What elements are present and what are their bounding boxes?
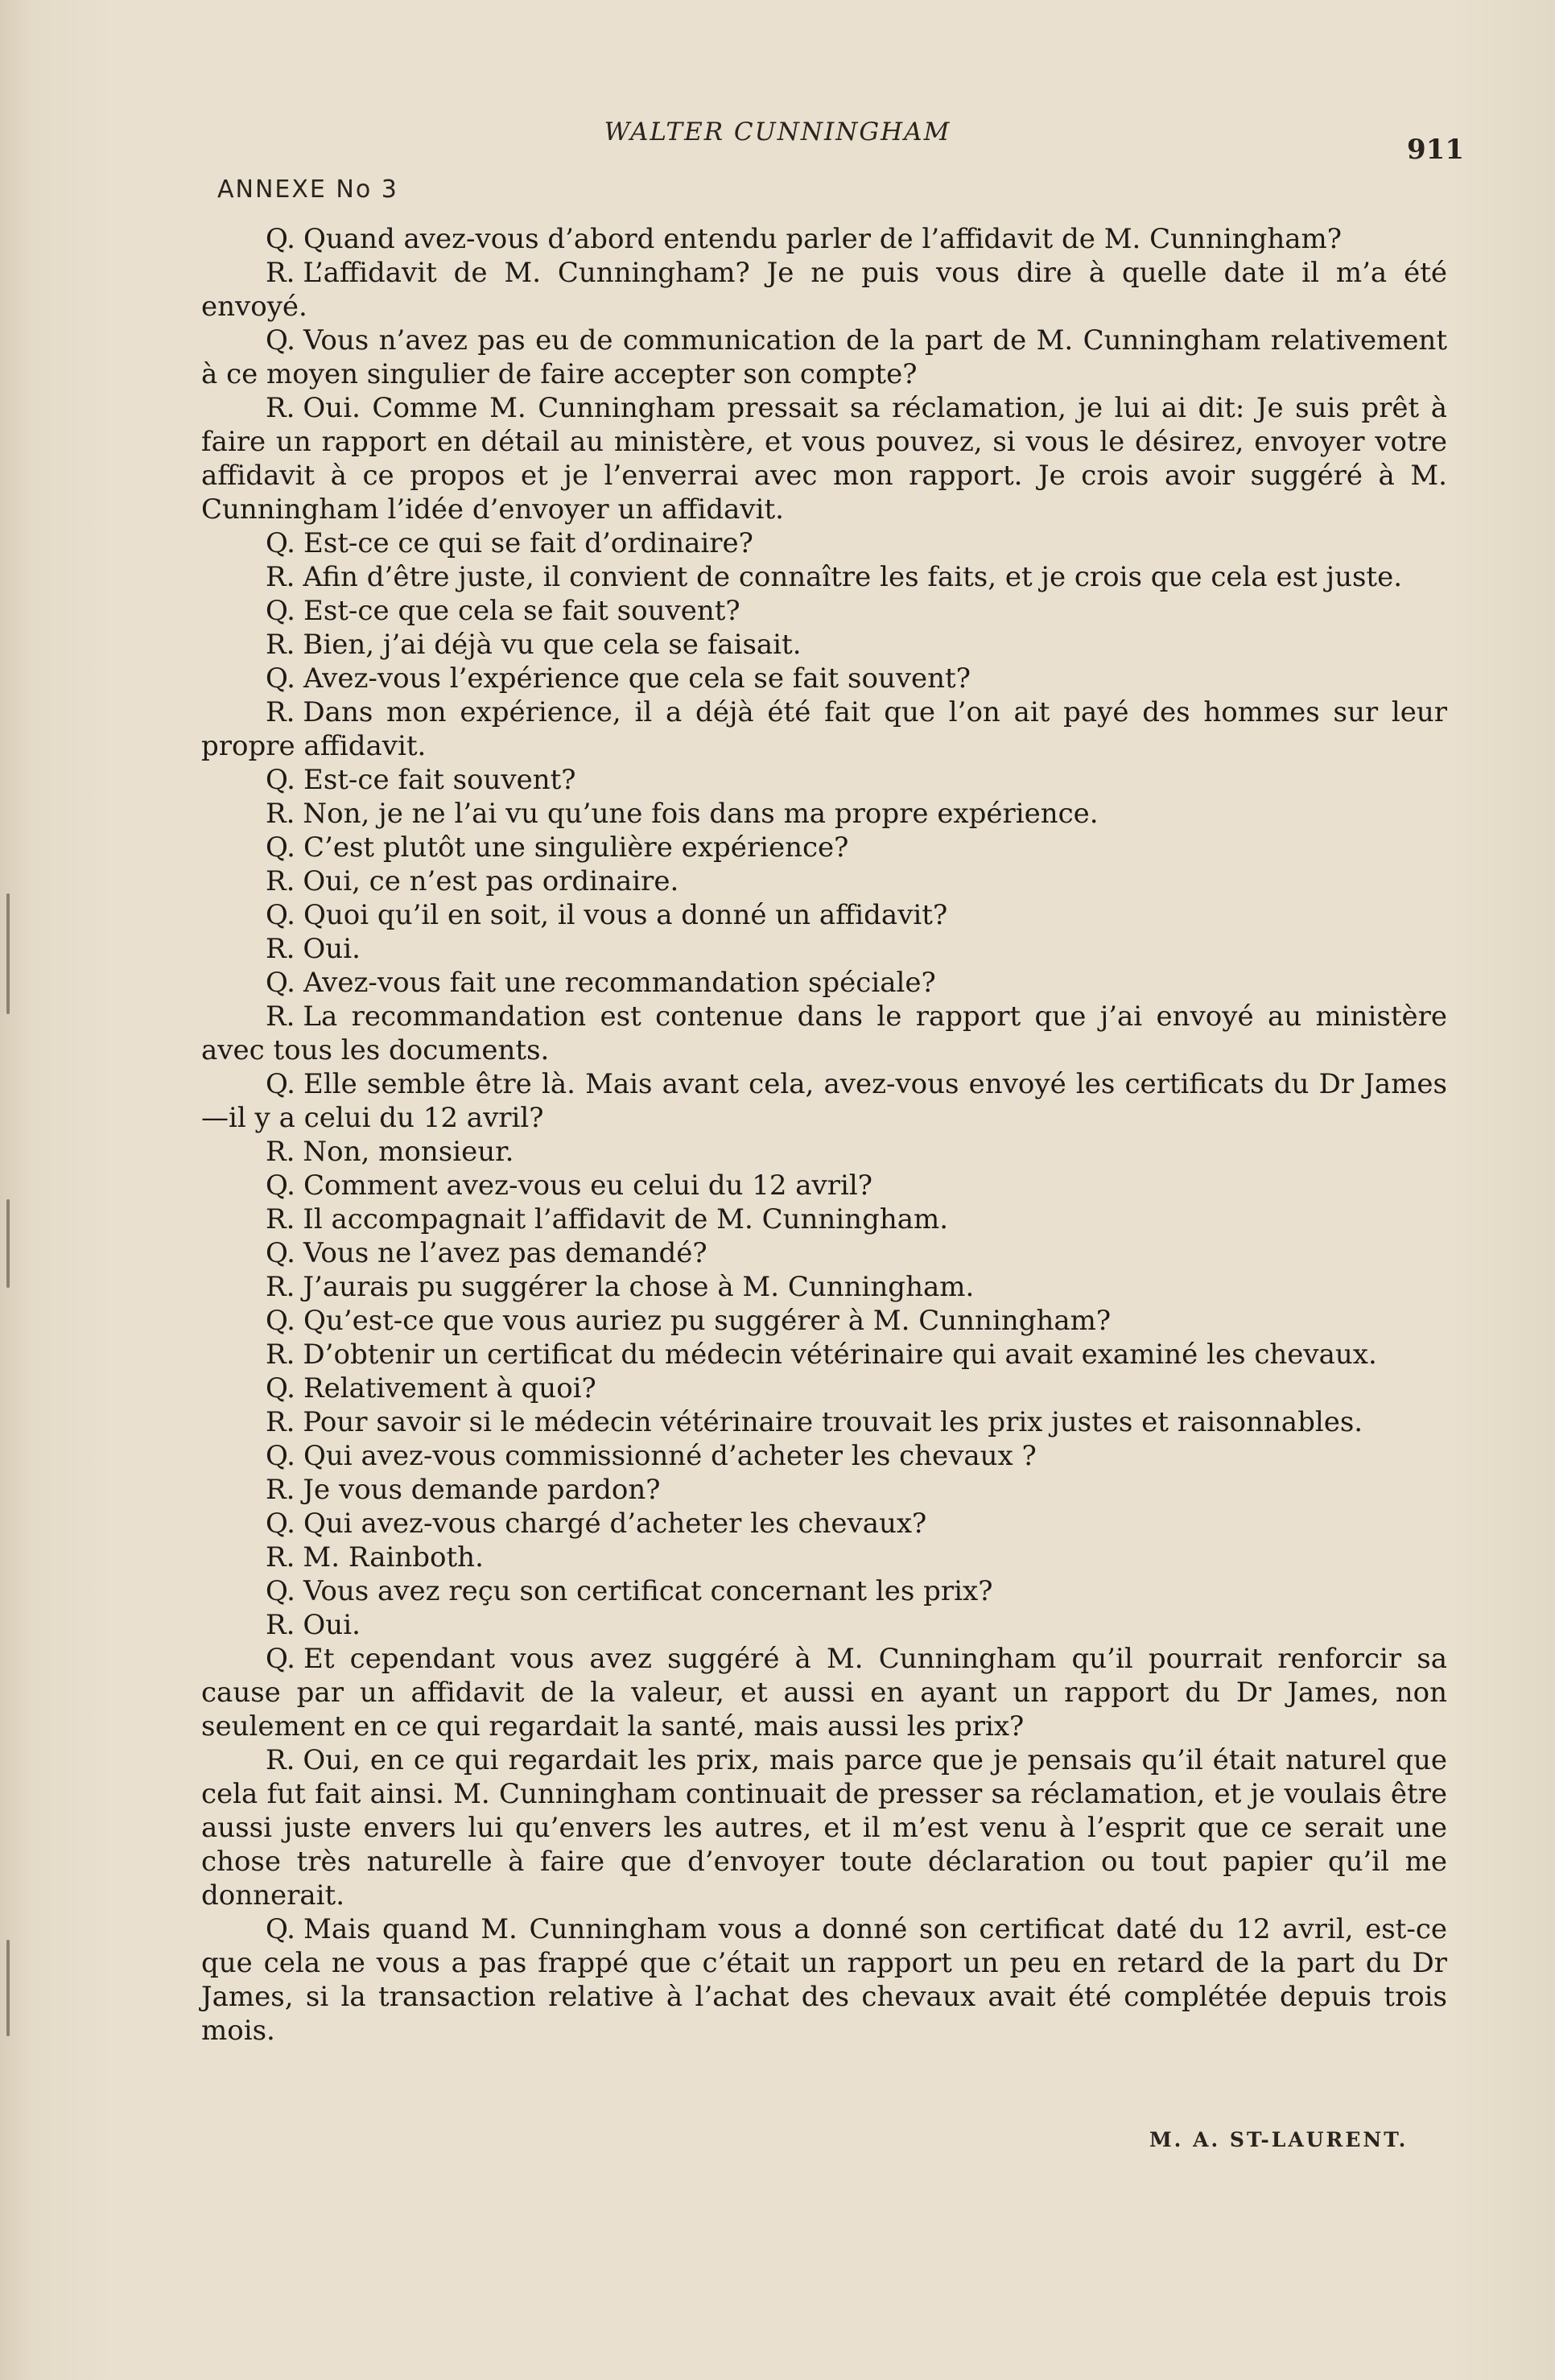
exchange-text: Il accompagnait l’affidavit de M. Cunningham.	[303, 1203, 949, 1235]
speaker-label: Q.	[266, 1440, 295, 1472]
speaker-label: Q.	[266, 1913, 295, 1945]
speaker-label: R.	[266, 865, 295, 897]
transcript-exchange	[201, 864, 1447, 898]
binding-mark	[6, 893, 10, 1014]
annex-label: ANNEXE No 3	[217, 175, 398, 204]
transcript-exchange	[201, 391, 1447, 526]
speaker-label: Q.	[266, 595, 295, 627]
exchange-text: Mais quand M. Cunningham vous a donné son certificat daté du 12 avril, est-ce que cela ne vous a pas frappé que c’était un rapport un peu en retard de la part du Dr James, si la transaction relative à l’achat des chevaux avait été complétée depuis trois mois.	[201, 1913, 1447, 2047]
speaker-label: Q.	[266, 527, 295, 559]
running-title: WALTER CUNNINGHAM	[604, 118, 951, 146]
signature: M. A. ST-LAURENT.	[1149, 2128, 1409, 2151]
speaker-label: Q.	[266, 223, 295, 255]
speaker-label: Q.	[266, 662, 295, 695]
speaker-label: Q.	[266, 1575, 295, 1607]
speaker-label: R.	[266, 1203, 295, 1235]
speaker-label: R.	[266, 1609, 295, 1641]
speaker-label: R.	[266, 561, 295, 593]
transcript-exchange	[201, 1405, 1447, 1439]
speaker-label: Q.	[266, 899, 295, 931]
transcript-exchange	[201, 222, 1447, 256]
transcript-exchange	[201, 763, 1447, 797]
transcript-exchange	[201, 1000, 1447, 1067]
transcript-exchange	[201, 1169, 1447, 1202]
speaker-label: R.	[266, 1406, 295, 1438]
transcript-exchange	[201, 1642, 1447, 1743]
exchange-text: Qui avez-vous chargé d’acheter les chevaux?	[303, 1508, 927, 1540]
exchange-text: Qui avez-vous commissionné d’acheter les chevaux ?	[303, 1440, 1037, 1472]
exchange-text: Vous avez reçu son certificat concernant les prix?	[303, 1575, 993, 1607]
transcript-exchange	[201, 1067, 1447, 1135]
exchange-text: Je vous demande pardon?	[303, 1474, 661, 1506]
speaker-label: R.	[266, 629, 295, 661]
exchange-text: Vous n’avez pas eu de communication de la part de M. Cunningham relativement à ce moyen singulier de faire accepter son compte?	[201, 324, 1447, 390]
exchange-text: Oui.	[303, 1609, 361, 1641]
transcript-exchange	[201, 628, 1447, 662]
exchange-text: Oui.	[303, 933, 361, 965]
transcript-exchange	[201, 1912, 1447, 2048]
transcript-exchange	[201, 560, 1447, 594]
transcript-exchange	[201, 1338, 1447, 1371]
transcript-exchange	[201, 1473, 1447, 1507]
speaker-label: Q.	[266, 1508, 295, 1540]
transcript-exchange	[201, 797, 1447, 831]
exchange-text: Et cependant vous avez suggéré à M. Cunningham qu’il pourrait renforcir sa cause par un affidavit de la valeur, et aussi en ayant un rapport du Dr James, non seulement en ce qui regardait la santé, mais aussi les prix?	[201, 1643, 1447, 1743]
speaker-label: R.	[266, 1474, 295, 1506]
transcript-exchange	[201, 1371, 1447, 1405]
exchange-text: Qu’est-ce que vous auriez pu suggérer à M. Cunningham?	[303, 1305, 1112, 1337]
transcript-exchange	[201, 1574, 1447, 1608]
speaker-label: Q.	[266, 1643, 295, 1675]
speaker-label: Q.	[266, 1237, 295, 1269]
transcript-exchange	[201, 1236, 1447, 1270]
exchange-text: Bien, j’ai déjà vu que cela se faisait.	[303, 629, 802, 661]
exchange-text: Oui, ce n’est pas ordinaire.	[303, 865, 679, 897]
speaker-label: R.	[266, 1744, 295, 1776]
exchange-text: Non, monsieur.	[303, 1136, 514, 1168]
page-number: 911	[1407, 134, 1464, 166]
speaker-label: Q.	[266, 831, 295, 864]
speaker-label: R.	[266, 696, 295, 728]
speaker-label: R.	[266, 1000, 295, 1033]
transcript-exchange	[201, 831, 1447, 864]
transcript-exchange	[201, 1608, 1447, 1642]
binding-mark	[6, 1199, 10, 1288]
speaker-label: Q.	[266, 324, 295, 357]
speaker-label: Q.	[266, 967, 295, 999]
speaker-label: R.	[266, 798, 295, 830]
transcript-exchange	[201, 898, 1447, 932]
speaker-label: Q.	[266, 1305, 295, 1337]
exchange-text: M. Rainboth.	[303, 1541, 484, 1574]
exchange-text: Est-ce que cela se fait souvent?	[303, 595, 740, 627]
speaker-label: Q.	[266, 1372, 295, 1404]
exchange-text: L’affidavit de M. Cunningham? Je ne puis vous dire à quelle date il m’a été envoyé.	[201, 257, 1447, 323]
transcript-exchange	[201, 966, 1447, 1000]
speaker-label: R.	[266, 1271, 295, 1303]
speaker-label: R.	[266, 1136, 295, 1168]
speaker-label: R.	[266, 257, 295, 289]
speaker-label: Q.	[266, 764, 295, 796]
exchange-text: Pour savoir si le médecin vétérinaire trouvait les prix justes et raisonnables.	[303, 1406, 1363, 1438]
exchange-text: Comment avez-vous eu celui du 12 avril?	[303, 1169, 872, 1202]
exchange-text: Est-ce fait souvent?	[303, 764, 576, 796]
exchange-text: Oui. Comme M. Cunningham pressait sa réclamation, je lui ai dit: Je suis prêt à faire un rapport en détail au ministère, et vous pouvez, si vous le désirez, envoyer votre affidavit à ce propos et je l’enverrai avec mon rapport. Je crois avoir suggéré à M. Cunningham l’idée d’envoyer un affidavit.	[201, 392, 1447, 526]
transcript-exchange	[201, 1743, 1447, 1912]
exchange-text: La recommandation est contenue dans le rapport que j’ai envoyé au ministère avec tous les documents.	[201, 1000, 1447, 1066]
exchange-text: Vous ne l’avez pas demandé?	[303, 1237, 707, 1269]
transcript-exchange	[201, 594, 1447, 628]
exchange-text: Avez-vous fait une recommandation spéciale?	[303, 967, 936, 999]
transcript-exchange	[201, 1439, 1447, 1473]
exchange-text: Est-ce ce qui se fait d’ordinaire?	[303, 527, 753, 559]
transcript-exchange	[201, 1541, 1447, 1574]
exchange-text: Relativement à quoi?	[303, 1372, 596, 1404]
transcript	[201, 222, 1447, 2048]
transcript-exchange	[201, 662, 1447, 695]
exchange-text: Quoi qu’il en soit, il vous a donné un affidavit?	[303, 899, 948, 931]
transcript-exchange	[201, 256, 1447, 324]
transcript-exchange	[201, 1202, 1447, 1236]
speaker-label: Q.	[266, 1068, 295, 1100]
transcript-exchange	[201, 324, 1447, 391]
transcript-exchange	[201, 695, 1447, 763]
transcript-exchange	[201, 1270, 1447, 1304]
speaker-label: R.	[266, 1338, 295, 1371]
binding-mark	[6, 1940, 10, 2036]
exchange-text: Avez-vous l’expérience que cela se fait souvent?	[303, 662, 971, 695]
exchange-text: Quand avez-vous d’abord entendu parler de l’affidavit de M. Cunningham?	[303, 223, 1343, 255]
exchange-text: D’obtenir un certificat du médecin vétérinaire qui avait examiné les chevaux.	[303, 1338, 1377, 1371]
exchange-text: Afin d’être juste, il convient de connaître les faits, et je crois que cela est juste.	[303, 561, 1402, 593]
speaker-label: R.	[266, 1541, 295, 1574]
transcript-exchange	[201, 1304, 1447, 1338]
exchange-text: Dans mon expérience, il a déjà été fait que l’on ait payé des hommes sur leur propre affidavit.	[201, 696, 1447, 762]
transcript-exchange	[201, 1507, 1447, 1541]
transcript-exchange	[201, 526, 1447, 560]
exchange-text: J’aurais pu suggérer la chose à M. Cunningham.	[303, 1271, 975, 1303]
speaker-label: Q.	[266, 1169, 295, 1202]
speaker-label: R.	[266, 933, 295, 965]
exchange-text: Oui, en ce qui regardait les prix, mais parce que je pensais qu’il était naturel que cela fut fait ainsi. M. Cunningham continuait de presser sa réclamation, et je voulais être aussi juste envers lui qu’envers les autres, et il m’est venu à l’esprit que ce serait une chose très naturelle à faire que d’envoyer toute déclaration ou tout papier qu’il me donnerait.	[201, 1744, 1447, 1912]
exchange-text: Non, je ne l’ai vu qu’une fois dans ma propre expérience.	[303, 798, 1099, 830]
exchange-text: Elle semble être là. Mais avant cela, avez-vous envoyé les certificats du Dr James—il y a celui du 12 avril?	[201, 1068, 1447, 1134]
transcript-exchange	[201, 932, 1447, 966]
transcript-exchange	[201, 1135, 1447, 1169]
exchange-text: C’est plutôt une singulière expérience?	[303, 831, 849, 864]
speaker-label: R.	[266, 392, 295, 424]
